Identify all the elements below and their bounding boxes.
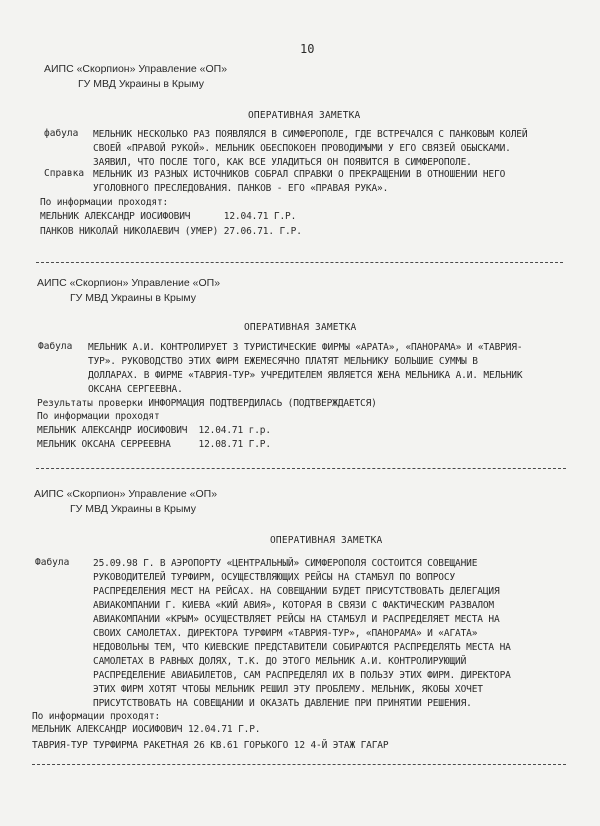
note1-header-line2: ГУ МВД Украины в Крыму (78, 78, 205, 90)
note3-fabula-line: СВОИХ САМОЛЕТАХ. ДИРЕКТОРА ТУРФИРМ «ТАВРИЯ-ТУР», «ПАНОРАМА» И «АГАТА» (93, 628, 478, 639)
note1-title: ОПЕРАТИВНАЯ ЗАМЕТКА (248, 110, 361, 121)
note2-person: МЕЛЬНИК АЛЕКСАНДР ИОСИФОВИЧ 12.04.71 г.р. (37, 425, 271, 436)
note2-header-line1: АИПС «Скорпион» Управление «ОП» (37, 277, 221, 289)
page-number: 10 (300, 42, 315, 56)
note2-result-line: Результаты проверки ИНФОРМАЦИЯ ПОДТВЕРДИЛАСЬ (ПОДТВЕРЖДАЕТСЯ) (37, 398, 377, 409)
note3-info-label: По информации проходят: (32, 711, 161, 722)
note1-fabula-line: ЗАЯВИЛ, ЧТО ПОСЛЕ ТОГО, КАК ВСЕ УЛАДИТЬСЯ ОН ПОЯВИТСЯ В СИМФЕРОПОЛЕ. (93, 157, 472, 168)
note3-person: МЕЛЬНИК АЛЕКСАНДР ИОСИФОВИЧ 12.04.71 Г.Р. (32, 724, 261, 735)
note3-title: ОПЕРАТИВНАЯ ЗАМЕТКА (270, 535, 383, 546)
note3-fabula-line: АВИАКОМПАНИИ «КРЫМ» ОСУЩЕСТВЛЯЕТ РЕЙСЫ НА СТАМБУЛ И РАСПРЕДЕЛЯЕТ МЕСТА НА (93, 614, 500, 625)
note1-fabula-line: СВОЕЙ «ПРАВОЙ РУКОЙ». МЕЛЬНИК ОБЕСПОКОЕН ПРОВОДИМЫМИ У ЕГО СВЯЗЕЙ ОБЫСКАМИ. (93, 143, 511, 154)
section-divider (36, 468, 566, 469)
note3-fabula-line: РАСПРЕДЕЛЕНИЯ МЕСТ НА РЕЙСАХ. НА СОВЕЩАНИИ БУДЕТ ПРИСУТСТВОВАТЬ ДЕЛЕГАЦИЯ (93, 586, 500, 597)
note3-fabula-line: ПРИСУТСТВОВАТЬ НА СОВЕЩАНИИ И ОКАЗАТЬ ДАВЛЕНИЕ ПРИ ПРИНЯТИИ РЕШЕНИЯ. (93, 698, 472, 709)
note1-fabula-line: МЕЛЬНИК НЕСКОЛЬКО РАЗ ПОЯВЛЯЛСЯ В СИМФЕРОПОЛЕ, ГДЕ ВСТРЕЧАЛСЯ С ПАНКОВЫМ КОЛЕЙ (93, 129, 528, 140)
note3-fabula-line: НЕДОВОЛЬНЫ ТЕМ, ЧТО КИЕВСКИЕ ПРЕДСТАВИТЕЛИ СОБИРАЮТСЯ РАСПРЕДЕЛЯТЬ МЕСТА НА (93, 642, 511, 653)
note1-person: МЕЛЬНИК АЛЕКСАНДР ИОСИФОВИЧ 12.04.71 Г.Р. (40, 211, 297, 222)
note1-spravka-label: Справка (44, 168, 85, 179)
note3-fabula-line: ЭТИХ ФИРМ ХОТЯТ ЧТОБЫ МЕЛЬНИК РЕШИЛ ЭТУ ПРОБЛЕМУ. МЕЛЬНИК, ЯКОБЫ ХОЧЕТ (93, 684, 483, 695)
note1-person: ПАНКОВ НИКОЛАЙ НИКОЛАЕВИЧ (УМЕР) 27.06.71. Г.Р. (40, 226, 302, 237)
note1-spravka-line: МЕЛЬНИК ИЗ РАЗНЫХ ИСТОЧНИКОВ СОБРАЛ СПРАВКИ О ПРЕКРАЩЕНИИ В ОТНОШЕНИИ НЕГО (93, 169, 506, 180)
note2-fabula-line: ТУР». РУКОВОДСТВО ЭТИХ ФИРМ ЕЖЕМЕСЯЧНО ПЛАТЯТ МЕЛЬНИКУ БОЛЬШИЕ СУММЫ В (88, 356, 478, 367)
note3-person: ТАВРИЯ-ТУР ТУРФИРМА РАКЕТНАЯ 26 КВ.61 ГОРЬКОГО 12 4-Й ЭТАЖ ГАГАР (32, 740, 389, 751)
note3-fabula-line: АВИАКОМПАНИИ Г. КИЕВА «КИЙ АВИЯ», КОТОРАЯ В СВЯЗИ С ФАКТИЧЕСКИМ РАЗВАЛОМ (93, 600, 495, 611)
note2-fabula-label: Фабула (38, 341, 73, 352)
note2-person: МЕЛЬНИК ОКСАНА СЕРРЕЕВНА 12.08.71 Г.Р. (37, 439, 271, 450)
note3-header-line1: АИПС «Скорпион» Управление «ОП» (34, 488, 218, 500)
note2-info-label: По информации проходят (37, 411, 160, 422)
note1-header-line1: АИПС «Скорпион» Управление «ОП» (44, 63, 228, 75)
note2-title: ОПЕРАТИВНАЯ ЗАМЕТКА (244, 322, 357, 333)
note3-fabula-line: РАСПРЕДЕЛЕНИЕ АВИАБИЛЕТОВ, САМ РАСПРЕДЕЛЯЛ ИХ В ПОЛЬЗУ ЭТИХ ФИРМ. ДИРЕКТОРА (93, 670, 511, 681)
note1-fabula-label: фабула (44, 128, 79, 139)
note2-header-line2: ГУ МВД Украины в Крыму (70, 292, 197, 304)
note1-spravka-line: УГОЛОВНОГО ПРЕСЛЕДОВАНИЯ. ПАНКОВ - ЕГО «ПРАВАЯ РУКА». (93, 183, 389, 194)
note3-fabula-label: Фабула (35, 557, 70, 568)
note3-header-line2: ГУ МВД Украины в Крыму (70, 503, 197, 515)
note3-fabula-line: 25.09.98 Г. В АЭРОПОРТУ «ЦЕНТРАЛЬНЫЙ» СИМФЕРОПОЛЯ СОСТОИТСЯ СОВЕЩАНИЕ (93, 558, 478, 569)
note2-fabula-line: ДОЛЛАРАХ. В ФИРМЕ «ТАВРИЯ-ТУР» УЧРЕДИТЕЛЕМ ЯВЛЯЕТСЯ ЖЕНА МЕЛЬНИКА А.И. МЕЛЬНИК (88, 370, 523, 381)
note1-info-label: По информации проходят: (40, 197, 169, 208)
note3-fabula-line: РУКОВОДИТЕЛЕЙ ТУРФИРМ, ОСУЩЕСТВЛЯЮЩИХ РЕЙСЫ НА СТАМБУЛ ПО ВОПРОСУ (93, 572, 456, 583)
note2-fabula-line: МЕЛЬНИК А.И. КОНТРОЛИРУЕТ 3 ТУРИСТИЧЕСКИЕ ФИРМЫ «АРАТА», «ПАНОРАМА» И «ТАВРИЯ- (88, 342, 523, 353)
note2-fabula-line: ОКСАНА СЕРГЕЕВНА. (88, 384, 183, 395)
section-divider (36, 262, 563, 263)
section-divider (32, 764, 566, 765)
note3-fabula-line: САМОЛЕТАХ В РАВНЫХ ДОЛЯХ, Т.К. ДО ЭТОГО МЕЛЬНИК А.И. КОНТРОЛИРУЮЩИЙ (93, 656, 467, 667)
